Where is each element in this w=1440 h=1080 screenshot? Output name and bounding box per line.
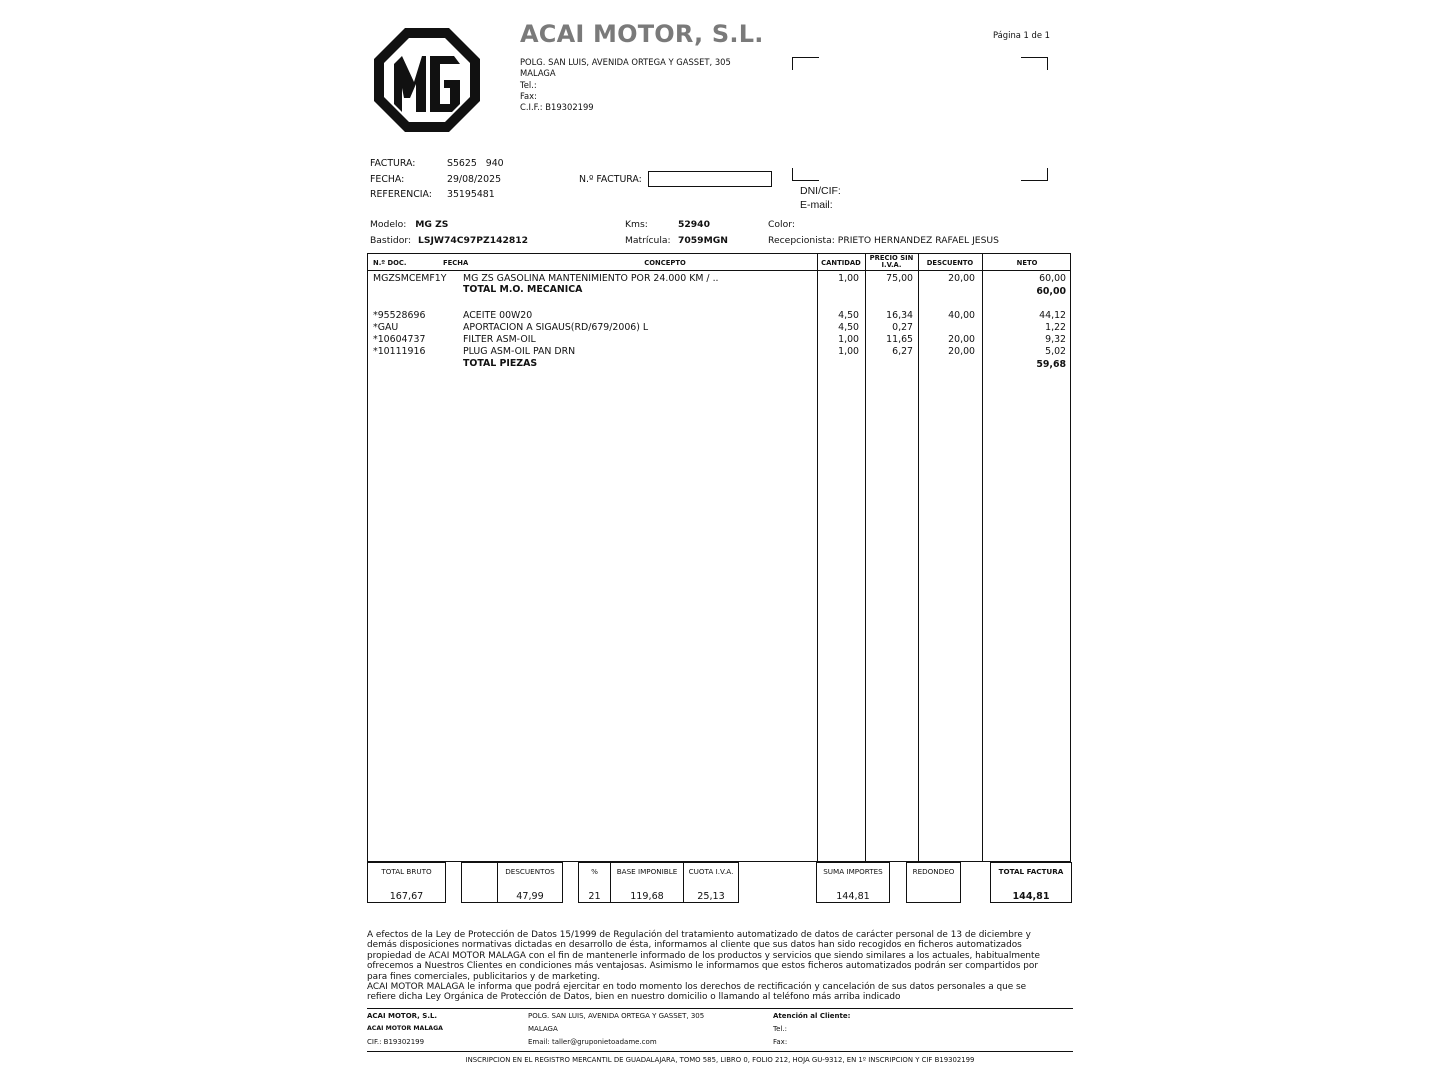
row-cantidad: 4,50	[838, 322, 859, 333]
base-imponible-box	[610, 862, 684, 903]
fecha-value: 29/08/2025	[447, 173, 502, 185]
total-factura-value: 144,81	[1012, 891, 1050, 902]
total-bruto-value: 167,67	[389, 891, 424, 902]
mg-logo	[372, 26, 482, 134]
footer-attention: Atención al Cliente:	[773, 1012, 851, 1020]
redondeo-label: REDONDEO	[912, 867, 955, 876]
th-precio-line2: I.V.A.	[881, 261, 902, 269]
company-tel: Tel.:	[520, 79, 537, 90]
base-imponible-value: 119,68	[630, 891, 664, 902]
row-precio: 75,00	[886, 273, 913, 284]
bastidor-value: LSJW74C97PZ142812	[417, 235, 529, 246]
bastidor-label: Bastidor:	[370, 235, 412, 246]
th-cantidad: CANTIDAD	[821, 259, 861, 267]
row-neto: 5,02	[1045, 346, 1066, 357]
referencia-value: 35195481	[447, 189, 495, 201]
legal-notice	[367, 930, 1073, 1003]
matricula-value: 7059MGN	[678, 235, 728, 246]
base-imponible-label: BASE IMPONIBLE	[616, 867, 678, 876]
row-precio: 6,27	[892, 346, 913, 357]
descuentos-label: DESCUENTOS	[505, 867, 555, 876]
address-window-corner	[1021, 168, 1048, 181]
total-factura-label: TOTAL FACTURA	[998, 867, 1064, 876]
row-neto: 9,32	[1045, 334, 1066, 345]
row-precio: 0,27	[892, 322, 913, 333]
cuota-iva-value: 25,13	[697, 891, 725, 902]
row-descuento: 20,00	[948, 346, 975, 357]
recepcionista-label: Recepcionista:	[768, 235, 835, 246]
row-doc: MGZSMCEMF1Y	[373, 273, 447, 284]
fecha-label: FECHA:	[370, 173, 405, 185]
client-dni-label: DNI/CIF:	[800, 185, 841, 197]
legal-line: propiedad de ACAI MOTOR MALAGA con el fin de mantenerle informado de los productos y servicios que siendo similares a los actuales, habitualmente	[367, 950, 1040, 961]
company-fax: Fax:	[520, 90, 537, 101]
table-header-divider	[367, 270, 1071, 271]
row-concepto: MG ZS GASOLINA MANTENIMIENTO POR 24.000 KM / ..	[463, 273, 719, 284]
pct-label: %	[591, 867, 598, 876]
row-descuento: 20,00	[948, 334, 975, 345]
footer-cif: CIF.: B19302199	[367, 1038, 425, 1046]
footer-branch: ACAI MOTOR MALAGA	[367, 1025, 443, 1032]
legal-line: para fines comerciales, publicitarios y de marketing.	[367, 971, 601, 982]
company-details	[520, 57, 731, 113]
row-precio: 11,65	[886, 334, 913, 345]
suma-importes-value: 144,81	[836, 891, 870, 902]
company-city: MALAGA	[520, 68, 556, 79]
factura-label: FACTURA:	[370, 158, 416, 169]
descuentos-value: 47,99	[516, 891, 544, 902]
footer-email: Email: taller@gruponietoadame.com	[528, 1038, 657, 1046]
row-total-mo: TOTAL M.O. MECANICA	[463, 284, 583, 295]
client-info	[800, 184, 841, 212]
kms-label: Kms:	[625, 219, 648, 230]
client-email-label: E-mail:	[800, 199, 833, 211]
row-concepto: APORTACION A SIGAUS(RD/679/2006) L	[463, 322, 649, 333]
modelo-field	[370, 219, 448, 230]
footer-top-rule	[367, 1008, 1073, 1009]
mg-octagon-icon	[372, 26, 482, 134]
row-doc: *10604737	[373, 334, 426, 345]
invoice-number-box	[648, 171, 772, 187]
row-neto: 60,00	[1039, 273, 1066, 284]
row-total-piezas-neto: 59,68	[1036, 359, 1066, 370]
total-bruto-label: TOTAL BRUTO	[381, 867, 432, 876]
recepcionista-field	[768, 235, 999, 246]
th-fecha: FECHA	[443, 259, 469, 267]
row-concepto: PLUG ASM-OIL PAN DRN	[463, 346, 576, 357]
bastidor-field	[370, 235, 528, 246]
row-total-piezas: TOTAL PIEZAS	[463, 358, 538, 369]
row-total-mo-neto: 60,00	[1036, 286, 1066, 297]
redondeo-box	[906, 862, 961, 903]
total-factura-box	[990, 862, 1072, 903]
row-precio: 16,34	[886, 310, 913, 321]
kms-value: 52940	[678, 219, 710, 230]
row-neto: 44,12	[1039, 310, 1066, 321]
footer-address: POLG. SAN LUIS, AVENIDA ORTEGA Y GASSET, 305	[528, 1012, 705, 1020]
cuota-iva-box	[683, 862, 739, 903]
pct-box	[578, 862, 611, 903]
footer-fax: Fax:	[773, 1038, 788, 1046]
modelo-label: Modelo:	[370, 219, 407, 230]
row-cantidad: 1,00	[838, 273, 859, 284]
row-descuento: 20,00	[948, 273, 975, 284]
row-concepto: FILTER ASM-OIL	[463, 334, 536, 345]
registry-notice: INSCRIPCION EN EL REGISTRO MERCANTIL DE GUADALAJARA, TOMO 585, LIBRO 0, FOLIO 212, HOJA GU-9312, EN 1º INSCRIPCION Y CIF B19302199	[465, 1056, 975, 1064]
row-cantidad: 1,00	[838, 334, 859, 345]
row-doc: *GAU	[373, 322, 399, 333]
company-cif: C.I.F.: B19302199	[520, 102, 594, 113]
invoice-number-field	[579, 171, 772, 187]
legal-line: ACAI MOTOR MALAGA le informa que podrá ejercitar en todo momento los derechos de rectificación y cancelación de sus datos personales a que se	[367, 982, 1027, 993]
footer-tel: Tel.:	[773, 1025, 787, 1033]
row-doc: *95528696	[373, 310, 426, 321]
total-bruto-box	[367, 862, 446, 903]
blank-box	[461, 862, 498, 903]
th-neto: NETO	[1016, 259, 1038, 267]
suma-importes-label: SUMA IMPORTES	[823, 867, 883, 876]
suma-importes-box	[816, 862, 890, 903]
th-concepto: CONCEPTO	[644, 259, 686, 267]
row-neto: 1,22	[1045, 322, 1066, 333]
factura-value: S5625 940	[447, 158, 504, 169]
th-precio	[865, 255, 918, 269]
company-name: ACAI MOTOR, S.L.	[520, 20, 764, 48]
legal-line: refiere dicha Ley Orgánica de Protección de Datos, bien en nuestro domicilio o llamando al teléfono más arriba indicado	[367, 992, 901, 1003]
row-descuento: 40,00	[948, 310, 975, 321]
company-address: POLG. SAN LUIS, AVENIDA ORTEGA Y GASSET, 305	[520, 57, 731, 67]
descuentos-box	[497, 862, 563, 903]
legal-line: ofrecemos a Nuestros Clientes en condiciones más ventajosas. Asimismo le informamos que estos ficheros automatizados podrán ser compartidos por	[367, 961, 1038, 972]
modelo-value: MG ZS	[415, 219, 449, 230]
footer-company: ACAI MOTOR, S.L.	[367, 1012, 438, 1020]
th-precio-line1: PRECIO SIN	[869, 254, 914, 262]
matricula-label: Matrícula:	[625, 235, 671, 246]
invoice-meta	[370, 156, 504, 203]
th-descuento: DESCUENTO	[926, 259, 974, 267]
pct-value: 21	[588, 891, 601, 902]
row-cantidad: 4,50	[838, 310, 859, 321]
address-window-corner	[792, 57, 819, 70]
row-doc: *10111916	[373, 346, 426, 357]
address-window-corner	[792, 168, 819, 181]
legal-line: demás disposiciones normativas dictadas en desarrollo de ésta, informamos al cliente que sus datos han sido recogidos en ficheros automatizados	[367, 940, 1022, 951]
color-label: Color:	[768, 219, 795, 230]
cuota-iva-label: CUOTA I.V.A.	[688, 867, 734, 876]
address-window-corner	[1021, 57, 1048, 70]
invoice-number-label: N.º FACTURA:	[579, 173, 642, 185]
legal-line: A efectos de la Ley de Protección de Datos 15/1999 de Regulación del tratamiento automatizado de datos de carácter personal de 13 de diciembre y	[367, 930, 1031, 940]
page-indicator: Página 1 de 1	[993, 30, 1051, 40]
footer-bottom-rule	[367, 1051, 1073, 1052]
referencia-label: REFERENCIA:	[370, 189, 432, 201]
row-cantidad: 1,00	[838, 346, 859, 357]
footer-city: MALAGA	[528, 1025, 558, 1033]
th-doc: N.º DOC.	[373, 259, 407, 267]
recepcionista-value: PRIETO HERNANDEZ RAFAEL JESUS	[837, 235, 999, 246]
row-concepto: ACEITE 00W20	[463, 310, 533, 321]
